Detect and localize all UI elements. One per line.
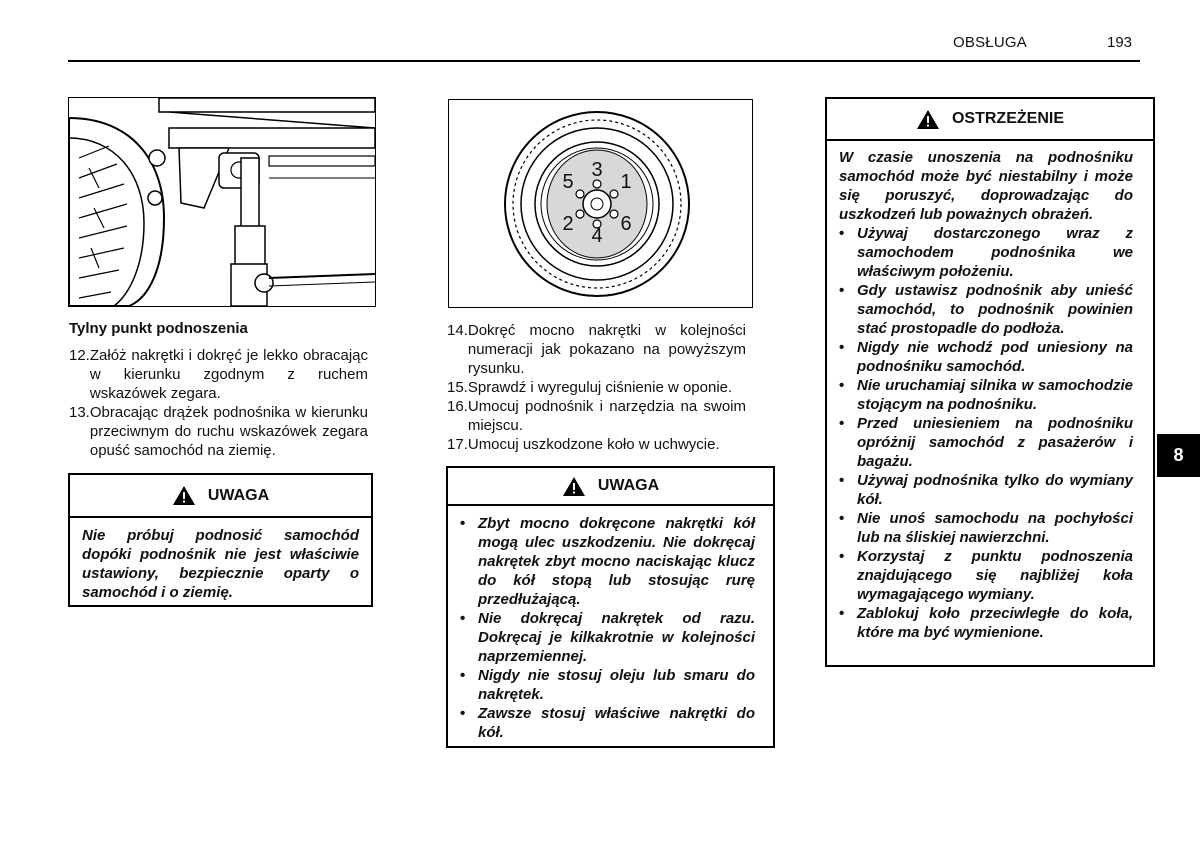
- warning-triangle-icon: [916, 109, 940, 130]
- warning-title: OSTRZEŻENIE: [951, 110, 1064, 127]
- list-item: • Przed uniesieniem na podnośniku opróżnij samochód z pasażerów i bagażu.: [839, 415, 1133, 470]
- list-item: • Nie unoś samochodu na pochyłości lub na śliskiej nawierzchni.: [839, 510, 1133, 546]
- warning-box-right: [825, 97, 1155, 667]
- list-item: 14. Dokręć mocno nakrętki w kolejności numeracji jak pokazano na powyższym rysunku.: [447, 322, 746, 377]
- list-item: 17. Umocuj uszkodzone koło w uchwycie.: [447, 436, 720, 453]
- page-number: 193: [1107, 34, 1133, 51]
- caution-text: Nie próbuj podnosić samochód dopóki podnośnik nie jest właściwie ustawiony, bezpiecznie oparty o samochód i o ziemię.: [82, 527, 359, 601]
- warning-triangle-icon: [172, 485, 196, 506]
- section-heading: Tylny punkt podnoszenia: [69, 320, 248, 337]
- caution-header: [448, 468, 773, 506]
- nut-label-2: 2: [562, 213, 574, 235]
- warning-triangle-icon: [562, 476, 586, 497]
- caution-box-middle: [446, 466, 775, 748]
- list-item: • Korzystaj z punktu podnoszenia znajdującego się najbliżej koła wymagającego wymiany.: [839, 548, 1133, 603]
- nut-label-3: 3: [591, 159, 603, 181]
- nut-label-6: 6: [620, 213, 632, 235]
- list-item: • Używaj dostarczonego wraz z samochodem podnośnika we właściwym położeniu.: [839, 225, 1133, 280]
- list-item: • Zbyt mocno dokręcone nakrętki kół mogą ulec uszkodzeniu. Nie dokręcaj nakrętek zbyt mocno naciskając klucz do kół stopą lub stosując rurę przedłużającą.: [460, 515, 755, 608]
- warning-items: [839, 224, 1133, 642]
- nut-label-5: 5: [562, 171, 574, 193]
- list-item: • Używaj podnośnika tylko do wymiany kół.: [839, 472, 1133, 508]
- chapter-tab: 8: [1157, 434, 1200, 477]
- list-item: 16. Umocuj podnośnik i narzędzia na swoim miejscu.: [447, 398, 746, 434]
- list-item: • Gdy ustawisz podnośnik aby unieść samochód, to podnośnik powinien stać prostopadle do podłoża.: [839, 282, 1133, 337]
- list-item: • Zablokuj koło przeciwległe do koła, które ma być wymienione.: [839, 605, 1133, 641]
- list-item: 13. Obracając drążek podnośnika w kierunku przeciwnym do ruchu wskazówek zegara opuść samochód na ziemię.: [69, 404, 368, 459]
- left-steps-list: [69, 346, 368, 460]
- header-rule: [68, 60, 1140, 62]
- list-item: • Nigdy nie wchodź pod uniesiony na podnośniku samochód.: [839, 339, 1133, 375]
- wheel-nut-sequence-illustration: [448, 99, 753, 308]
- warning-intro: W czasie unoszenia na podnośniku samochód może być niestabilny i może się poruszyć, doprowadzając do uszkodzeń lub poważnych obrażeń.: [839, 149, 1133, 223]
- list-item: • Nie dokręcaj nakrętek od razu. Dokręcaj je kilkakrotnie w kolejności naprzemiennej.: [460, 610, 755, 665]
- middle-steps-list: [447, 321, 746, 454]
- list-item: • Nigdy nie stosuj oleju lub smaru do nakrętek.: [460, 667, 755, 703]
- list-item: • Nie uruchamiaj silnika w samochodzie stojącym na podnośniku.: [839, 377, 1133, 413]
- caution-header: [70, 475, 371, 518]
- section-title: OBSŁUGA: [953, 34, 1027, 51]
- caution-items: [460, 514, 755, 742]
- caution-title: UWAGA: [597, 477, 660, 494]
- warning-header: [827, 99, 1153, 141]
- list-item: 15. Sprawdź i wyreguluj ciśnienie w oponie.: [447, 379, 733, 396]
- jack-illustration: [68, 97, 376, 307]
- list-item: • Zawsze stosuj właściwe nakrętki do kół.: [460, 705, 755, 741]
- nut-label-4: 4: [591, 225, 603, 247]
- caution-title: UWAGA: [207, 486, 270, 504]
- caution-box-left: [68, 473, 373, 607]
- nut-label-1: 1: [620, 171, 632, 193]
- list-item: 12. Załóż nakrętki i dokręć je lekko obracając w kierunku zgodnym z ruchem wskazówek zegara.: [69, 347, 368, 402]
